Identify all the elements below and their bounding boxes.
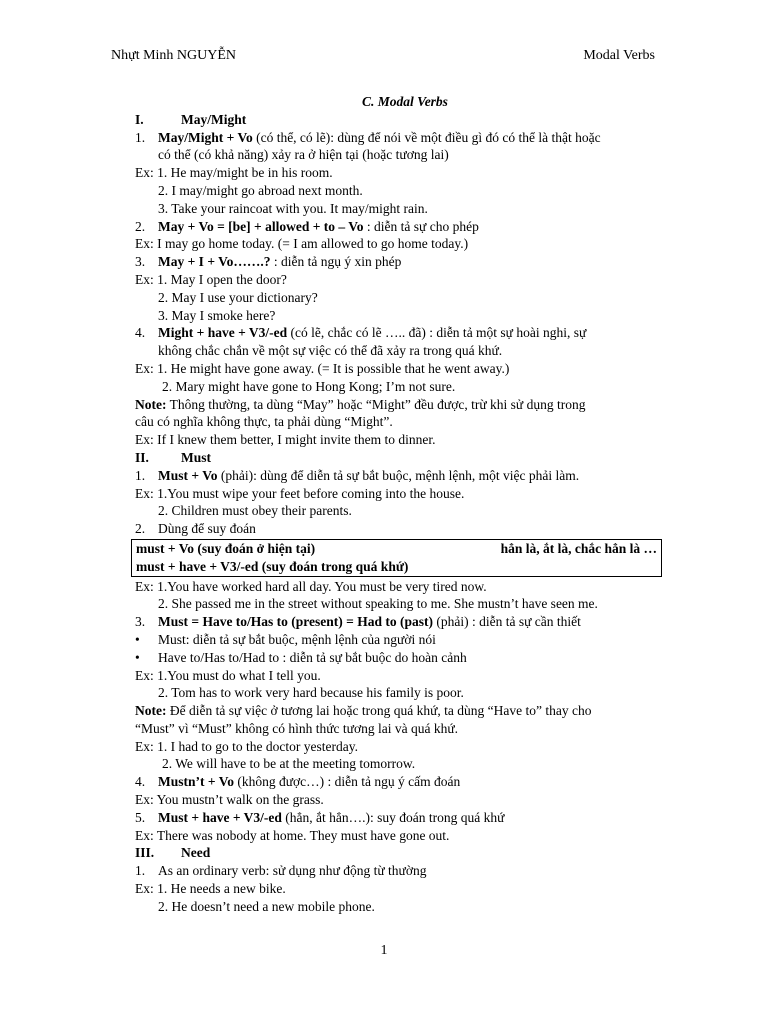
note-continuation: “Must” vì “Must” không có hình thức tương lai và quá khứ. [135, 720, 459, 736]
rule-text: (phải): dùng để diễn tả sự bắt buộc, mệnh lệnh, một việc phải làm. [217, 467, 580, 483]
rule-text: (phải) : diễn tả sự cần thiết [433, 614, 581, 630]
rule-text: Dùng để suy đoán [158, 521, 256, 537]
list-number: 1. [135, 863, 146, 879]
rule-continuation: không chắc chắn về một sự việc có thể đã xảy ra trong quá khứ. [158, 343, 503, 359]
rule-formula: Must = Have to/Has to (present) = Had to (past) [158, 614, 433, 630]
note-text: Thông thường, ta dùng “May” hoặc “Might” đều được, trừ khi sử dụng trong [166, 396, 586, 412]
rule-item [135, 520, 665, 538]
page-title: C. Modal Verbs [362, 94, 448, 109]
rule-text: (hẳn, ắt hẳn….): suy đoán trong quá khứ [281, 809, 505, 825]
example-line: Ex: There was nobody at home. They must have gone out. [135, 827, 450, 843]
header-author: Nhựt Minh NGUYỄN [111, 48, 237, 63]
rule-item [135, 809, 665, 827]
example-line: Ex: 1. He might have gone away. (= It is possible that he went away.) [135, 360, 510, 376]
rule-text: : diễn tả ngụ ý xin phép [270, 254, 402, 270]
example-line: Ex: 1. He needs a new bike. [135, 881, 286, 897]
example-line: Ex: 1.You must wipe your feet before coming into the house. [135, 485, 465, 501]
note-label: Note: [135, 396, 167, 412]
rule-text: As an ordinary verb: sử dụng như động từ thường [158, 863, 427, 879]
note-label: Note: [135, 703, 167, 719]
example-line: Ex: 1.You must do what I tell you. [135, 667, 321, 683]
list-number: 2. [135, 521, 146, 537]
rule-text: (có thể, có lẽ): dùng để nói về một điều gì đó có thể là thật hoặc [252, 129, 601, 145]
page-number: 1 [380, 943, 388, 958]
box-formula-present: must + Vo (suy đoán ở hiện tại) [136, 540, 316, 556]
bullet-item: • Must: diễn tả sự bắt buộc, mệnh lệnh của người nói [135, 631, 665, 649]
note-text: Để diễn tả sự việc ở tương lai hoặc trong quá khứ, ta dùng “Have to” thay cho [166, 703, 592, 719]
rule-formula: May + I + Vo…….? [158, 254, 271, 270]
section-number: II. [135, 449, 149, 465]
rule-item [135, 324, 665, 342]
rule-item [135, 862, 665, 880]
note [135, 702, 665, 720]
rule-formula: Might + have + V3/-ed [158, 325, 288, 341]
list-number: 5. [135, 809, 146, 825]
rule-item [135, 253, 665, 271]
example-line: Ex: 1. He may/might be in his room. [135, 165, 333, 181]
list-number: 1. [135, 129, 146, 145]
rule-item [135, 129, 665, 147]
example-line: 3. Take your raincoat with you. It may/might rain. [158, 200, 428, 216]
section-heading-need [135, 844, 665, 862]
example-line: Ex: You mustn’t walk on the grass. [135, 792, 324, 808]
document-body [135, 93, 665, 916]
example-line: 2. She passed me in the street without speaking to me. She mustn’t have seen me. [158, 596, 598, 612]
rule-formula: May + Vo = [be] + allowed + to – Vo [158, 218, 364, 234]
list-number: 2. [135, 218, 146, 234]
rule-formula: Must + have + V3/-ed [158, 809, 282, 825]
example-line: 2. Tom has to work very hard because his family is poor. [158, 685, 464, 701]
example-line: 3. May I smoke here? [158, 307, 276, 323]
bullet-item: • Have to/Has to/Had to : diễn tả sự bắt buộc do hoàn cảnh [135, 649, 665, 667]
rule-item [135, 773, 665, 791]
rule-item [135, 613, 665, 631]
rule-text: : diễn tả sự cho phép [363, 218, 479, 234]
example-line: 2. We will have to be at the meeting tomorrow. [162, 756, 416, 772]
note [135, 396, 665, 414]
example-line: Ex: If I knew them better, I might invite them to dinner. [135, 432, 436, 448]
rule-continuation: có thể (có khả năng) xảy ra ở hiện tại (hoặc tương lai) [158, 147, 449, 163]
example-line: 2. Mary might have gone to Hong Kong; I’m not sure. [162, 378, 456, 394]
rule-formula: Mustn’t + Vo [158, 774, 234, 790]
list-number: 3. [135, 254, 146, 270]
rule-formula: May/Might + Vo [158, 129, 253, 145]
example-line: Ex: 1. May I open the door? [135, 271, 287, 287]
example-line: 2. May I use your dictionary? [158, 289, 318, 305]
header-topic: Modal Verbs [583, 48, 655, 63]
section-title: Need [181, 845, 211, 861]
list-number: 4. [135, 325, 146, 341]
section-title: Must [181, 449, 211, 465]
rule-text: (không được…) : diễn tả ngụ ý cấm đoán [233, 774, 461, 790]
section-number: III. [135, 845, 155, 861]
rule-formula: Must + Vo [158, 467, 218, 483]
example-line: 2. Children must obey their parents. [158, 503, 352, 519]
example-line: 2. He doesn’t need a new mobile phone. [158, 898, 375, 914]
rule-item [135, 218, 665, 236]
example-line: Ex: 1.You have worked hard all day. You must be very tired now. [135, 578, 487, 594]
list-number: 1. [135, 467, 146, 483]
list-number: 4. [135, 774, 146, 790]
section-heading-may [135, 111, 665, 129]
rule-item [135, 467, 665, 485]
box-meaning: hẳn là, ắt là, chắc hẳn là … [500, 540, 657, 556]
section-heading-must [135, 449, 665, 467]
box-formula-past: must + have + V3/-ed (suy đoán trong quá khứ) [136, 558, 409, 574]
rule-text: (có lẽ, chắc có lẽ ….. đã) : diễn tả một sự hoài nghi, sự [287, 325, 587, 341]
example-line: Ex: I may go home today. (= I am allowed to go home today.) [135, 236, 469, 252]
note-continuation: câu có nghĩa không thực, ta phải dùng “Might”. [135, 414, 393, 430]
section-number: I. [135, 111, 144, 127]
deduction-box [131, 539, 662, 577]
list-number: 3. [135, 614, 146, 630]
section-title: May/Might [181, 111, 247, 127]
example-line: 2. I may/might go abroad next month. [158, 182, 363, 198]
example-line: Ex: 1. I had to go to the doctor yesterday. [135, 738, 358, 754]
